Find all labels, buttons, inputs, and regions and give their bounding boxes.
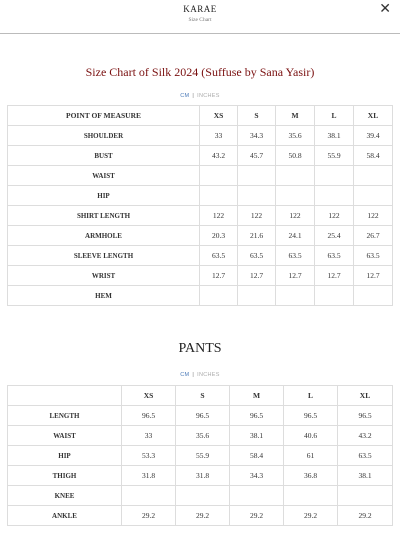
table-cell (354, 286, 393, 306)
table-row (8, 466, 393, 486)
modal-header (0, 0, 400, 34)
unit-inches-button[interactable]: INCHES (197, 93, 220, 99)
table-cell: 29.2 (122, 506, 176, 526)
column-header-size: M (276, 106, 315, 126)
row-label: WRIST (8, 266, 200, 286)
unit-cm-button[interactable]: CM (180, 372, 190, 378)
table-row (8, 426, 393, 446)
table-cell: 55.9 (176, 446, 230, 466)
table-cell (230, 486, 284, 506)
table-cell (122, 486, 176, 506)
table-cell (200, 286, 238, 306)
pants-title: PANTS (178, 341, 222, 356)
table-header-row (8, 106, 393, 126)
table-cell: 43.2 (200, 146, 238, 166)
table-cell: 40.6 (284, 426, 338, 446)
table-cell: 20.3 (200, 226, 238, 246)
table-cell: 63.5 (354, 246, 393, 266)
table-cell: 12.7 (238, 266, 276, 286)
row-label: HIP (8, 446, 122, 466)
table-cell: 38.1 (338, 466, 393, 486)
table-cell: 31.8 (122, 466, 176, 486)
table-row (8, 206, 393, 226)
table-cell: 26.7 (354, 226, 393, 246)
table-cell (276, 166, 315, 186)
row-label: ARMHOLE (8, 226, 200, 246)
table-cell: 21.6 (238, 226, 276, 246)
table-cell: 35.6 (176, 426, 230, 446)
table-cell: 61 (284, 446, 338, 466)
table-cell: 63.5 (315, 246, 354, 266)
table-cell: 43.2 (338, 426, 393, 446)
table-row (8, 446, 393, 466)
row-label: SHOULDER (8, 126, 200, 146)
table-cell: 55.9 (315, 146, 354, 166)
table-cell: 96.5 (122, 406, 176, 426)
table-cell: 122 (238, 206, 276, 226)
table-cell: 12.7 (315, 266, 354, 286)
table-cell (315, 166, 354, 186)
table-cell: 45.7 (238, 146, 276, 166)
table-cell: 38.1 (230, 426, 284, 446)
table-cell (238, 166, 276, 186)
table-cell: 96.5 (338, 406, 393, 426)
table-cell (238, 286, 276, 306)
table-cell: 29.2 (338, 506, 393, 526)
unit-inches-button[interactable]: INCHES (197, 372, 220, 378)
shirt-size-table (7, 105, 393, 306)
row-label: THIGH (8, 466, 122, 486)
table-cell (315, 186, 354, 206)
table-row (8, 266, 393, 286)
column-header-size: XS (122, 386, 176, 406)
row-label: WAIST (8, 166, 200, 186)
table-cell: 31.8 (176, 466, 230, 486)
table-cell: 50.8 (276, 146, 315, 166)
table-cell: 36.8 (284, 466, 338, 486)
table-row (8, 166, 393, 186)
table-cell: 33 (122, 426, 176, 446)
column-header-size: M (230, 386, 284, 406)
table-row (8, 246, 393, 266)
column-header-size: L (284, 386, 338, 406)
table-row (8, 286, 393, 306)
table-cell (238, 186, 276, 206)
table-cell: 12.7 (276, 266, 315, 286)
column-header-size: S (176, 386, 230, 406)
table-cell: 96.5 (176, 406, 230, 426)
table-cell (354, 186, 393, 206)
row-label: HEM (8, 286, 200, 306)
row-label: LENGTH (8, 406, 122, 426)
row-label: SLEEVE LENGTH (8, 246, 200, 266)
row-label: KNEE (8, 486, 122, 506)
table-row (8, 186, 393, 206)
row-label: ANKLE (8, 506, 122, 526)
column-header-size: L (315, 106, 354, 126)
table-row (8, 506, 393, 526)
unit-toggle-top (0, 93, 400, 99)
unit-separator: | (192, 93, 195, 99)
table-cell: 34.3 (238, 126, 276, 146)
brand-name: KARAE (183, 4, 217, 14)
table-row (8, 406, 393, 426)
unit-separator: | (192, 372, 195, 378)
table-cell: 96.5 (284, 406, 338, 426)
table-cell: 12.7 (200, 266, 238, 286)
table-cell: 35.6 (276, 126, 315, 146)
table-cell: 122 (315, 206, 354, 226)
unit-toggle-pants (0, 372, 400, 378)
table-cell: 96.5 (230, 406, 284, 426)
row-label: SHIRT LENGTH (8, 206, 200, 226)
table-cell (176, 486, 230, 506)
table-cell: 24.1 (276, 226, 315, 246)
table-cell: 63.5 (200, 246, 238, 266)
table-row (8, 146, 393, 166)
column-header-size: S (238, 106, 276, 126)
table-cell (200, 166, 238, 186)
unit-cm-button[interactable]: CM (180, 93, 190, 99)
table-cell (315, 286, 354, 306)
table-cell (354, 166, 393, 186)
table-cell: 63.5 (238, 246, 276, 266)
table-cell (338, 486, 393, 506)
row-label: HIP (8, 186, 200, 206)
column-header-size: XS (200, 106, 238, 126)
table-cell: 12.7 (354, 266, 393, 286)
table-cell: 25.4 (315, 226, 354, 246)
table-cell: 29.2 (230, 506, 284, 526)
table-cell: 34.3 (230, 466, 284, 486)
table-cell: 122 (354, 206, 393, 226)
table-cell: 53.3 (122, 446, 176, 466)
table-cell: 29.2 (284, 506, 338, 526)
table-cell (276, 186, 315, 206)
table-row (8, 226, 393, 246)
modal-subtitle: Size Chart (188, 17, 212, 23)
table-cell: 63.5 (276, 246, 315, 266)
table-row (8, 126, 393, 146)
size-chart-title: Size Chart of Silk 2024 (Suffuse by Sana Yasir) (85, 65, 315, 79)
column-header-size: XL (354, 106, 393, 126)
table-row (8, 486, 393, 506)
column-header-measure: POINT OF MEASURE (8, 106, 200, 126)
table-cell: 29.2 (176, 506, 230, 526)
column-header-measure (8, 386, 122, 406)
table-cell (200, 186, 238, 206)
table-cell: 38.1 (315, 126, 354, 146)
column-header-size: XL (338, 386, 393, 406)
table-cell: 122 (200, 206, 238, 226)
row-label: BUST (8, 146, 200, 166)
table-header-row (8, 386, 393, 406)
close-icon[interactable]: ✕ (379, 1, 391, 17)
row-label: WAIST (8, 426, 122, 446)
table-cell: 58.4 (230, 446, 284, 466)
table-cell: 33 (200, 126, 238, 146)
table-cell: 39.4 (354, 126, 393, 146)
table-cell (284, 486, 338, 506)
pants-size-table (7, 385, 393, 526)
table-cell: 58.4 (354, 146, 393, 166)
table-cell: 63.5 (338, 446, 393, 466)
table-cell: 122 (276, 206, 315, 226)
table-cell (276, 286, 315, 306)
